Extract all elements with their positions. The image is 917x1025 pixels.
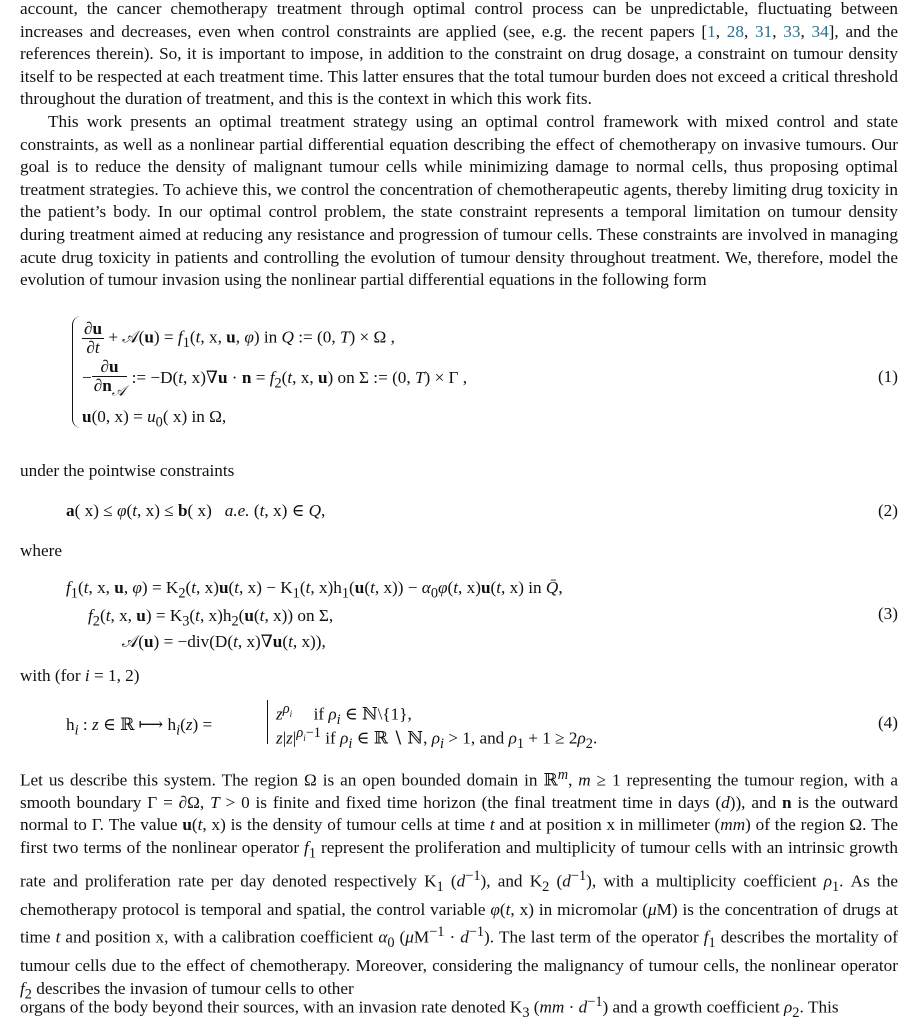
equation-1: $\frac{\partial u}{\partial t}$ + 𝒜(u) = $f_1(t$, x, u, φ) in Q := (0, T) × Ω , − $\frac{\partial u}{\partial n_𝒜}$ := −D(t, $x)\nabla u \cdot n = f_2(t$, x, u) on Σ := (0, T) × Γ , u(0, $x) = u_0$( x) in Ω, (1)	[20, 310, 898, 438]
equation-4: $h_i$ : z ∈ ℝ ⟼ $h_i(z)$ = $z^{\rho_i}$ if $\rho_i$ ∈ ℕ\{1}, $z|z|^{\rho_i-1}$ if $\rho_i$ ∈ ℝ ∖ ℕ, $\rho_i > 1$, and $\rho_1 + 1 \ge 2\rho_2$. (4)	[66, 700, 898, 752]
equation-2: a( x) ≤ φ(t, x) ≤ b( x) a.e. (t, x) ∈ Q, (2)	[20, 500, 898, 530]
text-pointwise: under the pointwise constraints	[20, 460, 235, 480]
paper-page	[20, 0, 899, 1022]
ref-link[interactable]: 31	[755, 21, 773, 41]
equation-number: (3)	[877, 603, 898, 623]
ref-link[interactable]: 28	[726, 21, 744, 41]
equation-number: (4)	[877, 712, 898, 732]
equation-number: (2)	[877, 501, 898, 521]
equation-3: $f_1(t$, x, u, $\varphi) = K_2(t$, x)u(t, $x) - K_1(t$, $x)h_1(u(t$, $x)) - \alpha_0\varphi(t$, x)u(t, x) in Q̄, $f_2(t$, x, $u) = K_3(t$, $x)h_2(u(t$, x)) on Σ, 𝒜(u) = −div(D(t, x)∇u(t, x)), (3)	[66, 577, 898, 651]
paragraph-3: Let us describe this system. The region Ω is an open bounded domain in ℝ$^m$, m ≥ 1 representing the tumour region, with a smooth boundary Γ = ∂Ω, T > 0 is finite and fixed time horizon (the final treatment time in days (d)), and n is the outward normal to Γ. The value u(t, x) is the density of tumour cells at time t and at position x in millimeter (mm) of the region Ω. The first two terms of the nonlinear operator $f_1$ represent the proliferation and multiplicity of tumour cells with an intrinsic growth rate and proliferation rate per day denoted respectively $K_1$ $(d^{-1})$, and $K_2$ $(d^{-1})$, with a multiplicity coefficient $\rho_1$. As the chemotherapy protocol is temporal and spatial, the control variable φ(t, x) in micromolar (μM) is the concentration of drugs at time t and position x, with a calibration coefficient $\alpha_0$ $(\mu M^{-1} \cdot d^{-1})$. The last term of the operator $f_1$ describes the mortality of tumour cells due to the effect of chemotherapy. Moreover, considering the malignancy of tumour cells, the nonlinear operator $f_2$ describes the invasion of tumour cells to other	[20, 766, 899, 1003]
cutoff-line: organs of the body beyond their sources, with an invasion rate denoted $K_3$ $(mm \cdot d^{-1})$ and a growth coefficient $\rho_2$. This	[20, 994, 839, 1022]
ref-link[interactable]: 33	[783, 21, 801, 41]
equation-number: (1)	[877, 366, 898, 386]
paragraph-1: account, the cancer chemotherapy treatment through optimal control process can be unpredictable, fluctuating between increases and decreases, even when control constraints are applied (see, e.g. the recent papers [1, 28, 31, 33, 34], and the references therein). So, it is important to impose, in addition to the constraint on drug dosage, a constraint on tumour density itself to be respected at each treatment time. This latter ensures that the total tumour burden does not exceed a critical threshold throughout the duration of treatment, and this is the context in which this work fits.	[20, 0, 899, 109]
paragraph-2: This work presents an optimal treatment strategy using an optimal control framework with mixed control and state constraints, as well as a nonlinear partial differential equation describing the effect of chemotherapy on invasive tumours. Our goal is to reduce the density of malignant tumour cells while minimizing damage to normal cells, thus proposing optimal treatment strategies. To achieve this, we control the concentration of chemotherapeutic agents, thereby limiting drug toxicity in the patient’s body. In our optimal control problem, the state constraint represents a temporal limitation on tumour density during treatment aimed at reducing any resistance and progression of tumour cells. These constraints are involved in managing acute drug toxicity in patients and controlling the evolution of tumour density throughout treatment. We, therefore, model the evolution of tumour invasion using the nonlinear partial differential equations in the following form	[20, 111, 898, 290]
text-where: where	[20, 541, 62, 561]
ref-link[interactable]: 1	[707, 21, 716, 41]
ref-link[interactable]: 34	[811, 21, 829, 41]
text-with: with (for i = 1, 2)	[20, 665, 140, 685]
